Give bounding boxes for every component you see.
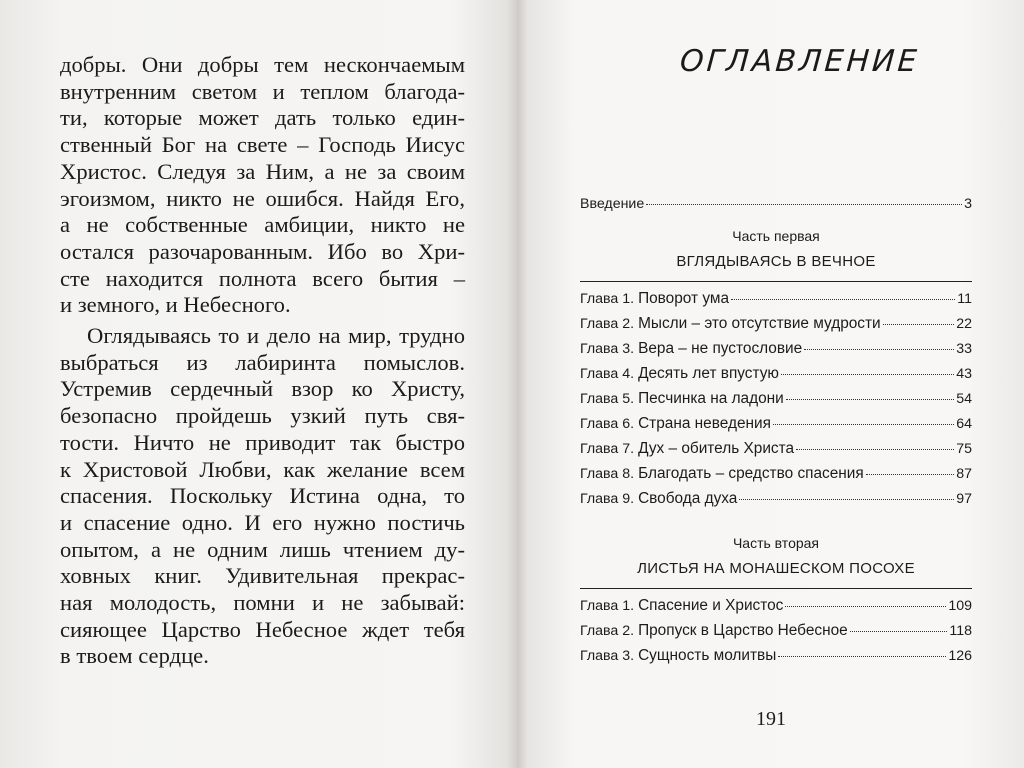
text-line: в твоем сердце. xyxy=(60,643,209,669)
toc-entry-title xyxy=(580,440,794,458)
toc-entry-chapter[interactable] xyxy=(580,315,972,340)
toc-entry-title xyxy=(580,290,729,308)
text-line: и спасение одно. И его нужно постичь xyxy=(60,509,465,535)
table-of-contents xyxy=(580,196,972,672)
text-line: добры. Они добры тем нескончаемым xyxy=(60,52,465,77)
text-line: опытом, а не одним лишь чтением ду- xyxy=(60,536,465,562)
text-line: и земного, и Небесного. xyxy=(60,292,291,318)
dot-leader xyxy=(781,374,954,375)
part-title: ВГЛЯДЫВАЯСЬ В ВЕЧНОЕ xyxy=(676,253,876,270)
text-line: Устремив сердечный взор ко Христу, xyxy=(60,376,465,402)
part-label: Часть вторая xyxy=(732,535,820,551)
toc-entry-chapter[interactable] xyxy=(580,597,972,622)
chapter-title: Поворот ума xyxy=(638,290,730,307)
chapter-title: Десять лет впустую xyxy=(638,365,779,382)
toc-entry-page: 64 xyxy=(956,416,972,432)
chapter-prefix: Глава 3. xyxy=(580,341,635,357)
chapter-prefix: Глава 7. xyxy=(580,441,635,457)
page-number: 191 xyxy=(756,708,786,730)
text-line: ственный Бог на свете – Господь Иисус xyxy=(60,132,465,158)
toc-entry-page: 33 xyxy=(956,341,972,357)
dot-leader xyxy=(850,631,948,632)
toc-entry-page: 109 xyxy=(948,598,972,614)
toc-entry-chapter[interactable] xyxy=(580,290,972,315)
dot-leader xyxy=(731,299,955,300)
text-line: выбраться из лабиринта помыслов. xyxy=(60,349,465,375)
toc-entry-title xyxy=(580,315,881,333)
chapter-prefix: Глава 4. xyxy=(580,366,635,382)
dot-leader xyxy=(866,474,954,475)
toc-entry-chapter[interactable] xyxy=(580,390,972,415)
text-line: ная молодость, помни и не забывай: xyxy=(60,590,465,616)
text-line: ти, которые может дать только един- xyxy=(60,105,465,131)
toc-entry-page: 75 xyxy=(956,441,972,457)
toc-entry-page: 118 xyxy=(949,623,972,639)
text-line: Оглядываясь то и дело на мир, трудно xyxy=(87,323,465,349)
text-line: сте находится полнота всего бытия – xyxy=(60,265,465,291)
part-gap xyxy=(580,515,972,529)
toc-entry-page: 87 xyxy=(956,466,972,482)
toc-entry-page: 54 xyxy=(956,391,972,407)
text-line: спасения. Поскольку Истина одна, то xyxy=(60,483,465,509)
part-label: Часть первая xyxy=(732,228,820,244)
chapter-prefix: Глава 2. xyxy=(580,316,635,332)
chapter-prefix: Глава 6. xyxy=(580,416,635,432)
toc-entry-page: 97 xyxy=(956,491,972,507)
text-line: а не собственные амбиции, никто не xyxy=(60,212,465,238)
dot-leader xyxy=(786,399,954,400)
dot-leader xyxy=(796,449,954,450)
toc-entry-page: 43 xyxy=(956,366,972,382)
chapter-title: Пропуск в Царство Небесное xyxy=(638,622,848,639)
toc-entry-title: Введение xyxy=(580,196,645,212)
text-line: Христос. Следуя за Ним, а не за своим xyxy=(60,158,465,184)
toc-entry-chapter[interactable] xyxy=(580,622,972,647)
toc-entry-title xyxy=(580,490,737,508)
text-line: остался разочарованным. Ибо во Хри- xyxy=(60,238,465,264)
chapter-title: Свобода духа xyxy=(638,490,738,507)
toc-heading: ОГЛАВЛЕНИЕ xyxy=(678,44,921,79)
chapter-title: Вера – не пустословие xyxy=(638,340,803,357)
toc-entry-title xyxy=(580,340,802,358)
toc-entry-intro[interactable] xyxy=(580,196,972,222)
chapter-prefix: Глава 1. xyxy=(580,598,635,614)
toc-entry-chapter[interactable] xyxy=(580,490,972,515)
toc-entry-title xyxy=(580,365,779,383)
dot-leader xyxy=(739,499,954,500)
chapter-prefix: Глава 8. xyxy=(580,466,635,482)
toc-entry-chapter[interactable] xyxy=(580,647,972,672)
text-line: тости. Ничто не приводит так быстро xyxy=(60,429,465,455)
toc-part xyxy=(580,224,972,515)
text-line: безопасно пройдешь узкий путь свя- xyxy=(60,403,465,429)
toc-entry-page: 3 xyxy=(964,196,972,212)
toc-entry-chapter[interactable] xyxy=(580,365,972,390)
chapter-prefix: Глава 3. xyxy=(580,648,635,664)
dot-leader xyxy=(883,324,955,325)
toc-entry-title xyxy=(580,465,864,483)
dot-leader xyxy=(804,349,954,350)
toc-entry-page: 126 xyxy=(948,648,972,664)
text-line: к Христовой Любви, как желание всем xyxy=(60,456,465,482)
toc-entry-title xyxy=(580,390,784,408)
dot-leader xyxy=(785,606,946,607)
chapter-title: Благодать – средство спасения xyxy=(638,465,864,482)
chapter-title: Песчинка на ладони xyxy=(638,390,784,407)
toc-entry-chapter[interactable] xyxy=(580,440,972,465)
chapter-title: Сущность молитвы xyxy=(638,647,777,664)
part-divider xyxy=(580,588,972,589)
chapter-prefix: Глава 9. xyxy=(580,491,635,507)
chapter-title: Дух – обитель Христа xyxy=(638,440,795,457)
toc-entry-chapter[interactable] xyxy=(580,340,972,365)
text-line: эгоизмом, никто не ошибся. Найдя Его, xyxy=(60,185,465,211)
toc-entry-title xyxy=(580,597,783,615)
toc-entry-title xyxy=(580,622,848,640)
toc-entry-chapter[interactable] xyxy=(580,465,972,490)
dot-leader xyxy=(773,424,954,425)
toc-entry-page: 11 xyxy=(957,291,972,307)
dot-leader xyxy=(646,204,962,205)
toc-entry-chapter[interactable] xyxy=(580,415,972,440)
part-divider xyxy=(580,281,972,282)
chapter-title: Мысли – это отсутствие мудрости xyxy=(638,315,881,332)
toc-part xyxy=(580,515,972,672)
toc-entry-title xyxy=(580,647,776,665)
chapter-title: Спасение и Христос xyxy=(638,597,784,614)
chapter-prefix: Глава 5. xyxy=(580,391,635,407)
body-text xyxy=(60,52,465,670)
part-title: ЛИСТЬЯ НА МОНАШЕСКОМ ПОСОХЕ xyxy=(637,560,915,577)
chapter-title: Страна неведения xyxy=(638,415,771,432)
text-line: сияющее Царство Небесное ждет тебя xyxy=(60,616,465,642)
toc-entry-title xyxy=(580,415,771,433)
right-page xyxy=(518,0,1024,768)
dot-leader xyxy=(778,656,946,657)
text-line: ховных книг. Удивительная прекрас- xyxy=(60,563,465,589)
chapter-prefix: Глава 2. xyxy=(580,623,635,639)
text-line: внутренним светом и теплом благода- xyxy=(60,78,465,104)
chapter-prefix: Глава 1. xyxy=(580,291,635,307)
toc-entry-page: 22 xyxy=(956,316,972,332)
